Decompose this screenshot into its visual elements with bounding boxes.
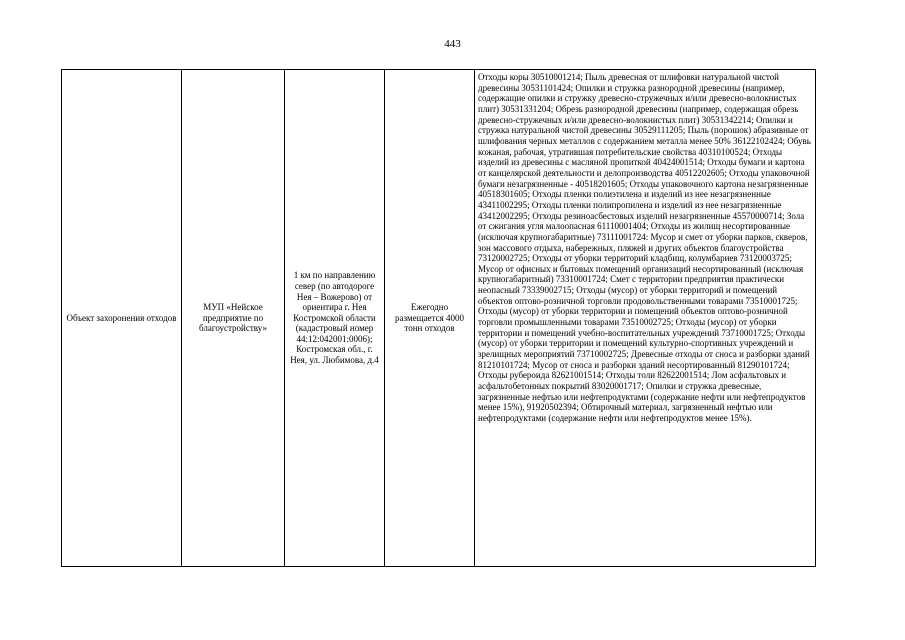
waste-list-cell [475, 70, 816, 567]
table-row [62, 70, 816, 567]
operator-cell [182, 70, 285, 567]
object-type-cell [62, 70, 182, 567]
location-cell [285, 70, 385, 567]
registry-table [61, 69, 816, 567]
object-type: Объект захоронения отходов [66, 312, 177, 323]
operator-name: МУП «Нейское предприятие по благоустройству» [199, 302, 267, 334]
location-address: 1 км по направлению север (по автодороге Нея – Вожерово) от ориентира г. Нея Костромской области (кадастровый номер 44:12:042001:0006); Костромская обл., г. Нея, ул. Любимова, д.4 [290, 270, 379, 366]
waste-codes-list: Отходы коры 30510001214; Пыль древесная от шлифовки натуральной чистой древесины 30531101424; Опилки и стружка разнородной древесины (например, содержащие опилки и стружку древесно-стружечных и/или древесно-волокнистых плит) 30531331204; Обрезь разнородной древесины (например, содержащая обрезь древесно-стружечных и/или древесно-волокнистых плит) 30531342214; Опилки и стружка натуральной чистой древесины 30529111205; Пыль (порошок) абразивные от шлифования черных металлов с содержанием металла менее 50% 36122102424; Обувь кожаная, рабочая, утратившая потребительские свойства 40310100524; Отходы изделий из древесины с масляной пропиткой 40424001514; Отходы бумаги и картона от канцелярской деятельности и делопроизводства 40512202605; Отходы упаковочной бумаги незагрязненные - 40518201605; Отходы упаковочного картона незагрязненные 40518301605; Отходы пленки полиэтилена и изделий из нее незагрязненные 43411002295; Отходы пленки полипропилена и изделий из нее незагрязненные 43412002295; Отходы резиноасбестовых изделий незагрязненные 45570000714; Зола от сжигания угля малоопасная 61110001404; Отходы из жилищ несортированные (исключая крупногабаритные) 73111001724: Мусор и смет от уборки парков, скверов, зон массового отдыха, набережных, пляжей и других объектов благоустройства 73120002725; Отходы от уборки территорий кладбищ, колумбариев 73120003725; Мусор от офисных и бытовых помещений организаций несортированный (исключая крупногабаритный) 73310001724; Смет с территории предприятия практически неопасный 73339002715; Отходы (мусор) от уборки территорий и помещений объектов оптово-розничной торговли продовольственными товарами 73510001725; Отходы (мусор) от уборки территории и помещений объектов оптово-розничной торговли промышленными товарами 73510002725; Отходы (мусор) от уборки территории и помещений учебно-воспитательных учреждений 73710001725; Отходы (мусор) от уборки территории и помещений культурно-спортивных учреждений и зрелищных мероприятий 73710002725; Древесные отходы от сноса и разборки зданий 81210101724; Мусор от сноса и разборки зданий несортированный 81290101724; Отходы рубероида 82621001514; Отходы толи 82622001514; Лом асфальтовых и асфальтобетонных покрытий 83020001717; Опилки и стружка древесные, загрязненные нефтью или нефтепродуктами (содержание нефти или нефтепродуктов менее 15%), 91920502394; Обтирочный материал, загрязненный нефтью или нефтепродуктами (содержание нефти или нефтепродуктов менее 15%). [478, 72, 811, 423]
capacity-cell [385, 70, 475, 567]
page-number: 443 [444, 38, 461, 50]
annual-capacity: Ежегодно размещается 4000 тонн отходов [395, 302, 464, 334]
